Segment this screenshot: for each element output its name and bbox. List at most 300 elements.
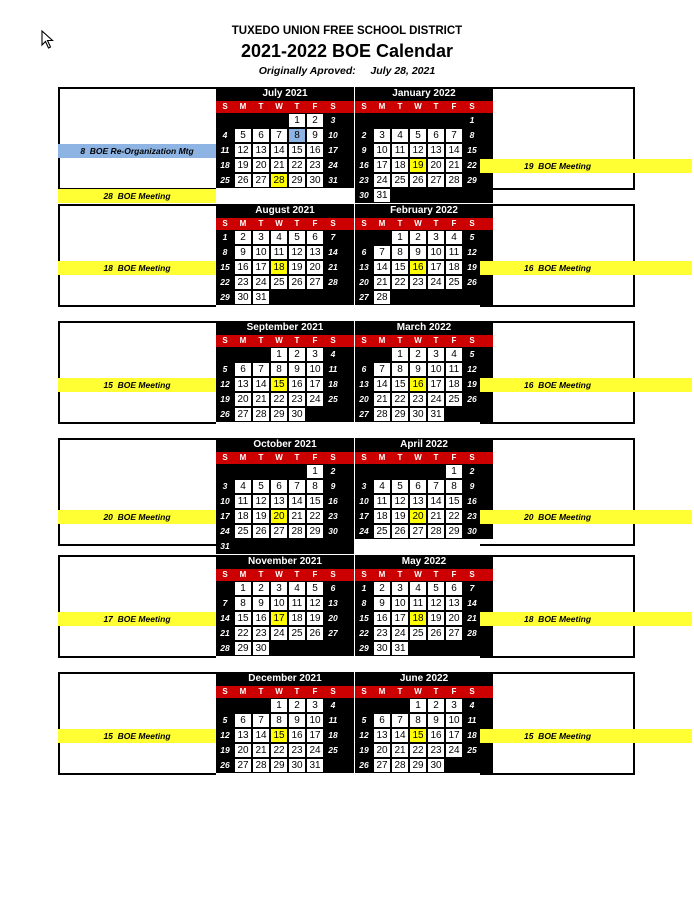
weekend-day-cell: 15 [463, 143, 481, 158]
weekend-day-cell: 30 [355, 188, 373, 203]
day-cell: 27 [409, 524, 427, 539]
weekend-day-cell: 20 [355, 275, 373, 290]
week-row [216, 758, 354, 773]
day-cell: 20 [252, 158, 270, 173]
week-row [355, 158, 493, 173]
empty-cell [409, 290, 427, 305]
weekend-day-cell: 5 [463, 347, 481, 362]
day-cell: 2 [252, 581, 270, 596]
day-cell: 23 [427, 743, 445, 758]
day-cell: 7 [373, 362, 391, 377]
day-cell: 23 [288, 392, 306, 407]
day-cell: 25 [234, 524, 252, 539]
empty-cell [324, 290, 342, 305]
weekday-label: T [294, 219, 300, 228]
day-cell: 29 [306, 524, 324, 539]
day-cell: 15 [409, 728, 427, 743]
month-block [216, 438, 354, 554]
week-row [216, 596, 354, 611]
day-cell: 1 [270, 698, 288, 713]
day-cell: 22 [270, 392, 288, 407]
week-row [355, 626, 493, 641]
day-cell: 10 [427, 245, 445, 260]
empty-cell [306, 641, 324, 656]
day-cell: 2 [409, 347, 427, 362]
day-cell: 26 [234, 173, 252, 188]
weekend-day-cell: 31 [324, 173, 342, 188]
day-cell: 20 [306, 260, 324, 275]
day-cell: 19 [288, 260, 306, 275]
empty-cell [427, 188, 445, 203]
day-cell: 4 [373, 479, 391, 494]
day-cell: 5 [288, 230, 306, 245]
weekend-day-cell: 31 [216, 539, 234, 554]
week-row [216, 524, 354, 539]
left-notes-box [58, 87, 216, 190]
month-block [355, 321, 493, 422]
week-row [216, 611, 354, 626]
day-cell: 21 [373, 275, 391, 290]
page-title: 2021-2022 BOE Calendar [240, 41, 454, 61]
day-cell: 13 [373, 728, 391, 743]
day-cell: 29 [445, 524, 463, 539]
empty-cell [391, 188, 409, 203]
weekend-day-cell: 22 [216, 275, 234, 290]
weekend-day-cell: 26 [355, 758, 373, 773]
weekend-day-cell: 25 [216, 173, 234, 188]
weekday-label: F [451, 687, 457, 696]
empty-cell [252, 113, 270, 128]
weekend-day-cell: 11 [324, 362, 342, 377]
weekday-header [216, 101, 354, 113]
day-cell: 15 [288, 143, 306, 158]
weekday-label: T [294, 336, 300, 345]
weekend-day-cell: 8 [216, 245, 234, 260]
day-cell: 8 [270, 362, 288, 377]
week-row [216, 479, 354, 494]
month-row [58, 438, 635, 551]
weekday-label: T [258, 336, 264, 345]
day-cell: 30 [409, 407, 427, 422]
empty-cell [427, 290, 445, 305]
weekday-label: T [397, 219, 403, 228]
day-cell: 23 [373, 626, 391, 641]
day-cell: 26 [409, 173, 427, 188]
weekend-day-cell: 29 [463, 173, 481, 188]
day-cell: 28 [391, 758, 409, 773]
weekday-label: W [275, 687, 283, 696]
weekday-label: S [330, 336, 336, 345]
empty-cell [288, 641, 306, 656]
day-cell: 3 [252, 230, 270, 245]
week-row [355, 143, 493, 158]
month-title: December 2021 [248, 673, 322, 684]
day-cell: 6 [409, 479, 427, 494]
day-cell: 17 [427, 377, 445, 392]
day-cell: 14 [252, 377, 270, 392]
day-cell: 12 [391, 494, 409, 509]
week-row [216, 362, 354, 377]
weekend-day-cell: 2 [324, 464, 342, 479]
week-row [216, 743, 354, 758]
weekend-day-cell: 24 [355, 524, 373, 539]
weekday-label: W [275, 570, 283, 579]
day-cell: 21 [373, 392, 391, 407]
weekday-label: S [469, 687, 475, 696]
right-notes-box [480, 204, 635, 307]
weekday-header [355, 101, 493, 113]
weekday-label: S [330, 219, 336, 228]
empty-cell [355, 113, 373, 128]
week-row [355, 596, 493, 611]
day-cell: 31 [391, 641, 409, 656]
empty-cell [216, 698, 234, 713]
weekday-label: M [378, 687, 386, 696]
day-cell: 25 [391, 173, 409, 188]
weekend-day-cell: 20 [355, 392, 373, 407]
day-cell: 26 [306, 626, 324, 641]
month-row [58, 672, 635, 775]
day-cell: 15 [391, 260, 409, 275]
day-cell: 24 [427, 392, 445, 407]
month-title: July 2021 [262, 88, 308, 99]
day-cell: 16 [409, 377, 427, 392]
day-cell: 10 [391, 596, 409, 611]
weekend-day-cell: 9 [324, 479, 342, 494]
empty-cell [234, 347, 252, 362]
day-cell: 9 [373, 596, 391, 611]
boe-event-label: 18 BOE Meeting [58, 261, 216, 275]
day-cell: 3 [306, 698, 324, 713]
day-cell: 21 [252, 743, 270, 758]
week-row [216, 539, 354, 554]
week-row [216, 407, 354, 422]
weekend-day-cell: 3 [324, 113, 342, 128]
boe-event-label: 17 BOE Meeting [58, 612, 216, 626]
day-cell: 15 [270, 728, 288, 743]
day-cell: 25 [288, 626, 306, 641]
empty-cell [427, 113, 445, 128]
week-row [216, 464, 354, 479]
empty-cell [288, 539, 306, 554]
day-cell: 11 [409, 596, 427, 611]
weekday-label: F [312, 219, 318, 228]
day-cell: 6 [427, 128, 445, 143]
weekday-label: S [469, 336, 475, 345]
month-title: January 2022 [392, 88, 456, 99]
weekend-day-cell: 8 [355, 596, 373, 611]
day-cell: 8 [409, 713, 427, 728]
day-cell: 12 [306, 596, 324, 611]
weekend-day-cell: 7 [463, 581, 481, 596]
day-cell: 11 [373, 494, 391, 509]
day-cell: 31 [306, 758, 324, 773]
day-cell: 18 [409, 611, 427, 626]
weekday-label: W [414, 336, 422, 345]
day-cell: 8 [234, 596, 252, 611]
day-cell: 11 [445, 245, 463, 260]
weekday-label: W [414, 453, 422, 462]
weekend-day-cell: 9 [463, 479, 481, 494]
weekend-day-cell: 20 [324, 611, 342, 626]
week-row [355, 494, 493, 509]
weekday-label: W [414, 102, 422, 111]
day-cell: 10 [445, 713, 463, 728]
district-name: TUXEDO UNION FREE SCHOOL DISTRICT [231, 25, 463, 37]
weekend-day-cell: 30 [324, 524, 342, 539]
weekday-label: M [378, 453, 386, 462]
empty-cell [324, 641, 342, 656]
weekday-header [216, 218, 354, 230]
day-cell: 3 [373, 128, 391, 143]
weekday-label: S [222, 453, 228, 462]
day-cell: 20 [445, 611, 463, 626]
day-cell: 16 [288, 728, 306, 743]
day-cell: 15 [391, 377, 409, 392]
day-cell: 11 [234, 494, 252, 509]
empty-cell [324, 539, 342, 554]
approval-line [0, 65, 694, 77]
week-row [216, 290, 354, 305]
day-cell: 16 [306, 143, 324, 158]
day-cell: 20 [409, 509, 427, 524]
day-cell: 9 [306, 128, 324, 143]
day-cell: 6 [306, 230, 324, 245]
day-cell: 11 [288, 596, 306, 611]
day-cell: 10 [306, 362, 324, 377]
day-cell: 27 [427, 173, 445, 188]
weekend-day-cell: 12 [463, 362, 481, 377]
weekend-day-cell: 8 [463, 128, 481, 143]
weekday-label: T [397, 453, 403, 462]
week-row [216, 173, 354, 188]
weekday-label: W [275, 102, 283, 111]
weekend-day-cell: 24 [324, 158, 342, 173]
empty-cell [391, 290, 409, 305]
day-cell: 25 [270, 275, 288, 290]
week-row [355, 509, 493, 524]
week-row [355, 611, 493, 626]
day-cell: 2 [373, 581, 391, 596]
month-block [355, 87, 493, 203]
week-row [355, 245, 493, 260]
empty-cell [373, 113, 391, 128]
weekend-day-cell: 12 [355, 728, 373, 743]
empty-cell [391, 698, 409, 713]
boe-event-label: 15 BOE Meeting [58, 729, 216, 743]
day-cell: 13 [306, 245, 324, 260]
weekend-day-cell: 18 [463, 728, 481, 743]
weekend-day-cell: 19 [463, 377, 481, 392]
week-row [355, 113, 493, 128]
week-row [216, 230, 354, 245]
weekend-day-cell: 26 [463, 392, 481, 407]
day-cell: 20 [234, 743, 252, 758]
weekday-label: T [294, 453, 300, 462]
day-cell: 5 [252, 479, 270, 494]
day-cell: 30 [288, 758, 306, 773]
weekend-day-cell: 13 [355, 260, 373, 275]
month-block [216, 672, 354, 773]
boe-event-label: 20 BOE Meeting [58, 510, 216, 524]
weekend-day-cell: 4 [324, 698, 342, 713]
empty-cell [324, 758, 342, 773]
day-cell: 22 [391, 275, 409, 290]
empty-cell [270, 641, 288, 656]
day-cell: 13 [252, 143, 270, 158]
day-cell: 24 [270, 626, 288, 641]
left-notes-box [58, 204, 216, 307]
day-cell: 1 [391, 347, 409, 362]
boe-event-label: 8 BOE Re-Organization Mtg [58, 144, 216, 158]
weekday-label: S [361, 687, 367, 696]
weekday-label: S [222, 336, 228, 345]
empty-cell [270, 539, 288, 554]
day-cell: 10 [270, 596, 288, 611]
day-cell: 28 [445, 173, 463, 188]
day-cell: 24 [391, 626, 409, 641]
day-cell: 31 [252, 290, 270, 305]
day-cell: 22 [234, 626, 252, 641]
weekday-label: W [414, 570, 422, 579]
weekday-label: T [258, 453, 264, 462]
weekend-day-cell: 28 [324, 275, 342, 290]
day-cell: 4 [288, 581, 306, 596]
day-cell: 8 [391, 245, 409, 260]
day-cell: 31 [373, 188, 391, 203]
day-cell: 4 [445, 230, 463, 245]
weekend-day-cell: 28 [463, 626, 481, 641]
day-cell: 21 [288, 509, 306, 524]
day-cell: 10 [427, 362, 445, 377]
day-cell: 13 [270, 494, 288, 509]
weekend-day-cell: 30 [463, 524, 481, 539]
day-cell: 7 [288, 479, 306, 494]
weekday-label: T [258, 570, 264, 579]
day-cell: 27 [234, 758, 252, 773]
week-row [216, 347, 354, 362]
day-cell: 9 [288, 713, 306, 728]
day-cell: 14 [373, 377, 391, 392]
day-cell: 22 [306, 509, 324, 524]
left-notes-box [58, 672, 216, 775]
empty-cell [445, 758, 463, 773]
day-cell: 9 [234, 245, 252, 260]
day-cell: 13 [234, 377, 252, 392]
weekend-day-cell: 22 [463, 158, 481, 173]
day-cell: 7 [252, 713, 270, 728]
weekday-label: S [330, 453, 336, 462]
day-cell: 21 [252, 392, 270, 407]
day-cell: 27 [373, 758, 391, 773]
day-cell: 13 [234, 728, 252, 743]
weekday-label: F [312, 336, 318, 345]
week-row [355, 260, 493, 275]
day-cell: 6 [234, 713, 252, 728]
month-row [58, 204, 635, 307]
month-title: August 2021 [255, 205, 315, 216]
weekday-label: S [222, 570, 228, 579]
day-cell: 17 [427, 260, 445, 275]
weekend-day-cell: 3 [355, 479, 373, 494]
week-row [355, 641, 493, 656]
weekend-day-cell: 17 [216, 509, 234, 524]
weekday-label: T [397, 570, 403, 579]
boe-event-label: 15 BOE Meeting [58, 378, 216, 392]
weekday-label: W [414, 219, 422, 228]
weekday-header [216, 452, 354, 464]
day-cell: 18 [391, 158, 409, 173]
boe-event-label: 16 BOE Meeting [480, 261, 692, 275]
weekday-label: T [397, 336, 403, 345]
day-cell: 23 [409, 275, 427, 290]
month-block [216, 321, 354, 422]
month-title: October 2021 [253, 439, 317, 450]
weekend-day-cell: 26 [216, 758, 234, 773]
month-block [355, 204, 493, 305]
weekend-day-cell: 24 [216, 524, 234, 539]
day-cell: 24 [306, 392, 324, 407]
month-title: November 2021 [248, 556, 322, 567]
weekend-day-cell: 10 [216, 494, 234, 509]
day-cell: 18 [445, 260, 463, 275]
day-cell: 12 [252, 494, 270, 509]
empty-cell [427, 641, 445, 656]
weekday-label: W [275, 219, 283, 228]
weekend-day-cell: 11 [324, 713, 342, 728]
weekend-day-cell: 21 [216, 626, 234, 641]
day-cell: 20 [234, 392, 252, 407]
day-cell: 17 [373, 158, 391, 173]
day-cell: 21 [445, 158, 463, 173]
day-cell: 4 [270, 230, 288, 245]
day-cell: 4 [234, 479, 252, 494]
empty-cell [445, 290, 463, 305]
day-cell: 14 [391, 728, 409, 743]
weekend-day-cell: 23 [355, 173, 373, 188]
day-cell: 14 [270, 143, 288, 158]
empty-cell [445, 113, 463, 128]
day-cell: 22 [445, 509, 463, 524]
weekday-label: T [258, 102, 264, 111]
weekday-label: M [239, 570, 247, 579]
empty-cell [463, 641, 481, 656]
day-cell: 7 [270, 128, 288, 143]
empty-cell [445, 407, 463, 422]
week-row [355, 275, 493, 290]
month-row [58, 555, 635, 658]
day-cell: 16 [288, 377, 306, 392]
weekday-label: S [222, 102, 228, 111]
day-cell: 9 [409, 245, 427, 260]
empty-cell [288, 290, 306, 305]
weekday-label: T [294, 570, 300, 579]
empty-cell [463, 758, 481, 773]
day-cell: 28 [373, 407, 391, 422]
day-cell: 8 [270, 713, 288, 728]
day-cell: 29 [270, 407, 288, 422]
weekend-day-cell: 11 [463, 713, 481, 728]
day-cell: 16 [252, 611, 270, 626]
weekday-label: M [239, 219, 247, 228]
day-cell: 1 [306, 464, 324, 479]
day-cell: 10 [373, 143, 391, 158]
weekday-label: T [258, 219, 264, 228]
week-row [216, 113, 354, 128]
week-row [355, 362, 493, 377]
day-cell: 18 [270, 260, 288, 275]
week-row [355, 728, 493, 743]
